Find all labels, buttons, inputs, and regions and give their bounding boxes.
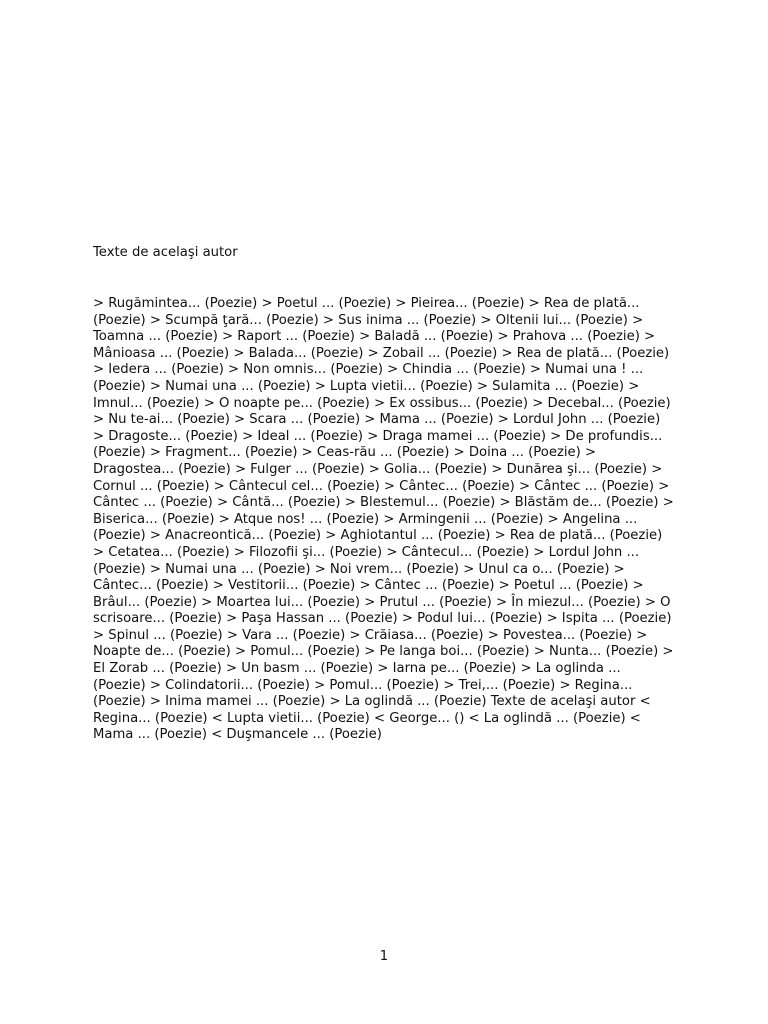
page-number: 1 xyxy=(379,949,389,964)
section-heading: Texte de acelaşi autor xyxy=(93,245,238,260)
poem-list-paragraph: > Rugămintea... (Poezie) > Poetul ... (Poezie) > Pieirea... (Poezie) > Rea de plată... (Poezie) > Scumpă ţară... (Poezie) > Sus inima ... (Poezie) > Oltenii lui... (Poezie) > Toamna ... (Poezie) > Raport ... (Poezie) > Baladă ... (Poezie) > Prahova ... (Poezie) > Mânioasa ... (Poezie) > Balada... (Poezie) > Zobail ... (Poezie) > Rea de plată... (Poezie) > Iedera ... (Poezie) > Non omnis... (Poezie) > Chindia ... (Poezie) > Numai una ! ... (Poezie) > Numai una ... (Poezie) > Lupta vietii... (Poezie) > Sulamita ... (Poezie) > Imnul... (Poezie) > O noapte pe... (Poezie) > Ex ossibus... (Poezie) > Decebal... (Poezie) > Nu te-ai... (Poezie) > Scara ... (Poezie) > Mama ... (Poezie) > Lordul John ... (Poezie) > Dragoste... (Poezie) > Ideal ... (Poezie) > Draga mamei ... (Poezie) > De profundis... (Poezie) > Fragment... (Poezie) > Ceas-rău ... (Poezie) > Doina ... (Poezie) > Dragostea... (Poezie) > Fulger ... (Poezie) > Golia... (Poezie) > Dunărea şi... (Poezie) > Cornul ... (Poezie) > Cântecul cel... (Poezie) > Cântec... (Poezie) > Cântec ... (Poezie) > Cântec ... (Poezie) > Cântă... (Poezie) > Blestemul... (Poezie) > Blăstăm de... (Poezie) > Biserica... (Poezie) > Atque nos! ... (Poezie) > Armingenii ... (Poezie) > Angelina ... (Poezie) > Anacreontică... (Poezie) > Aghiotantul ... (Poezie) > Rea de plată... (Poezie) > Cetatea... (Poezie) > Filozofii şi... (Poezie) > Cântecul... (Poezie) > Lordul John ... (Poezie) > Numai una ... (Poezie) > Noi vrem... (Poezie) > Unul ca o... (Poezie) > Cântec... (Poezie) > Vestitorii... (Poezie) > Cântec ... (Poezie) > Poetul ... (Poezie) > Brâul... (Poezie) > Moartea lui... (Poezie) > Prutul ... (Poezie) > În miezul... (Poezie) > O scrisoare... (Poezie) > Paşa Hassan ... (Poezie) > Podul lui... (Poezie) > Ispita ... (Poezie) > Spinul ... (Poezie) > Vara ... (Poezie) > Crăiasa... (Poezie) > Povestea... (Poezie) > Noapte de... (Poezie) > Pomul... (Poezie) > Pe langa boi... (Poezie) > Nunta... (Poezie) > El Zorab ... (Poezie) > Un basm ... (Poezie) > Iarna pe... (Poezie) > La oglinda ... (Poezie) > Colindatorii... (Poezie) > Pomul... (Poezie) > Trei,... (Poezie) > Regina... (Poezie) > Inima mamei ... (Poezie) > La oglindă ... (Poezie) Texte de acelaşi autor < Regina... (Poezie) < Lupta vietii... (Poezie) < George... () < La oglindă ... (Poezie) < Mama ... (Poezie) < Duşmancele ... (Poezie) xyxy=(93,296,674,743)
